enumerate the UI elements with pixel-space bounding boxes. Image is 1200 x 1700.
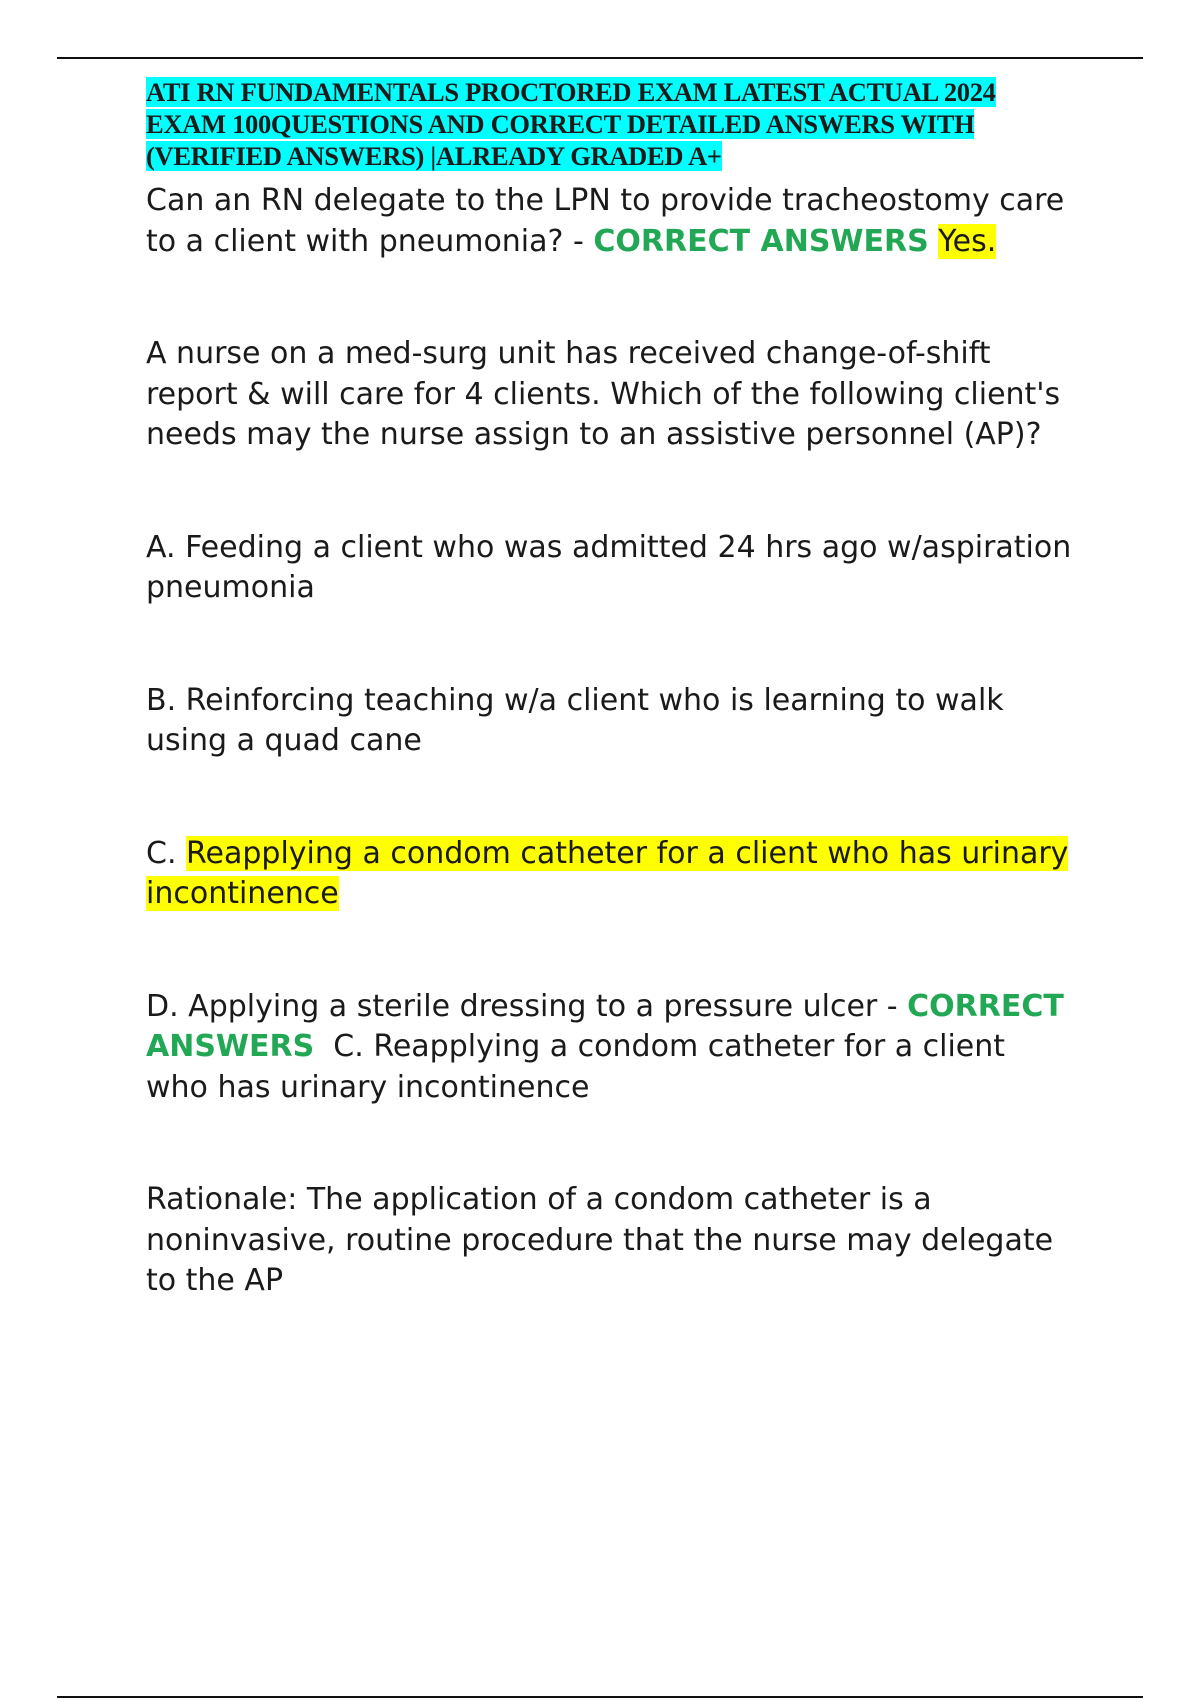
question-2-answer: C. Reapplying a condom catheter for a client who has urinary incontinence xyxy=(146,1029,1015,1105)
document-body xyxy=(146,76,1076,1302)
question-2-answer-label: CORRECT ANSWERS xyxy=(146,988,1064,1064)
option-c xyxy=(146,834,1076,915)
question-1-text: Can an RN delegate to the LPN to provide tracheostomy care to a client with pneumonia? - xyxy=(146,183,1065,259)
question-1-answer: Yes. xyxy=(938,223,997,259)
header-rule xyxy=(57,57,1143,59)
question-2: A nurse on a med-surg unit has received change-of-shift report & will care for 4 clients. Which of the following client's needs may the nurse assign to an assistive personnel (AP)? xyxy=(146,336,1061,452)
question-1 xyxy=(146,181,1076,262)
rationale: Rationale: The application of a condom catheter is a noninvasive, routine procedure that the nurse may delegate to the AP xyxy=(146,1182,1054,1298)
option-a: A. Feeding a client who was admitted 24 hrs ago w/aspiration pneumonia xyxy=(146,529,1072,605)
footer-rule xyxy=(57,1696,1143,1698)
option-b: B. Reinforcing teaching w/a client who is learning to walk using a quad cane xyxy=(146,682,1004,758)
option-c-prefix: C. xyxy=(146,835,187,871)
title-highlight: ATI RN FUNDAMENTALS PROCTORED EXAM LATEST ACTUAL 2024 EXAM 100QUESTIONS AND CORRECT DETAILED ANSWERS WITH (VERIFIED ANSWERS) |ALREADY GRADED A+ xyxy=(146,77,996,171)
question-1-answer-label: CORRECT ANSWERS xyxy=(593,223,929,259)
option-c-text: Reapplying a condom catheter for a client who has urinary incontinence xyxy=(146,835,1069,911)
option-d xyxy=(146,987,1076,1109)
option-d-text: D. Applying a sterile dressing to a pressure ulcer - xyxy=(146,988,908,1024)
document-title xyxy=(146,76,1076,172)
